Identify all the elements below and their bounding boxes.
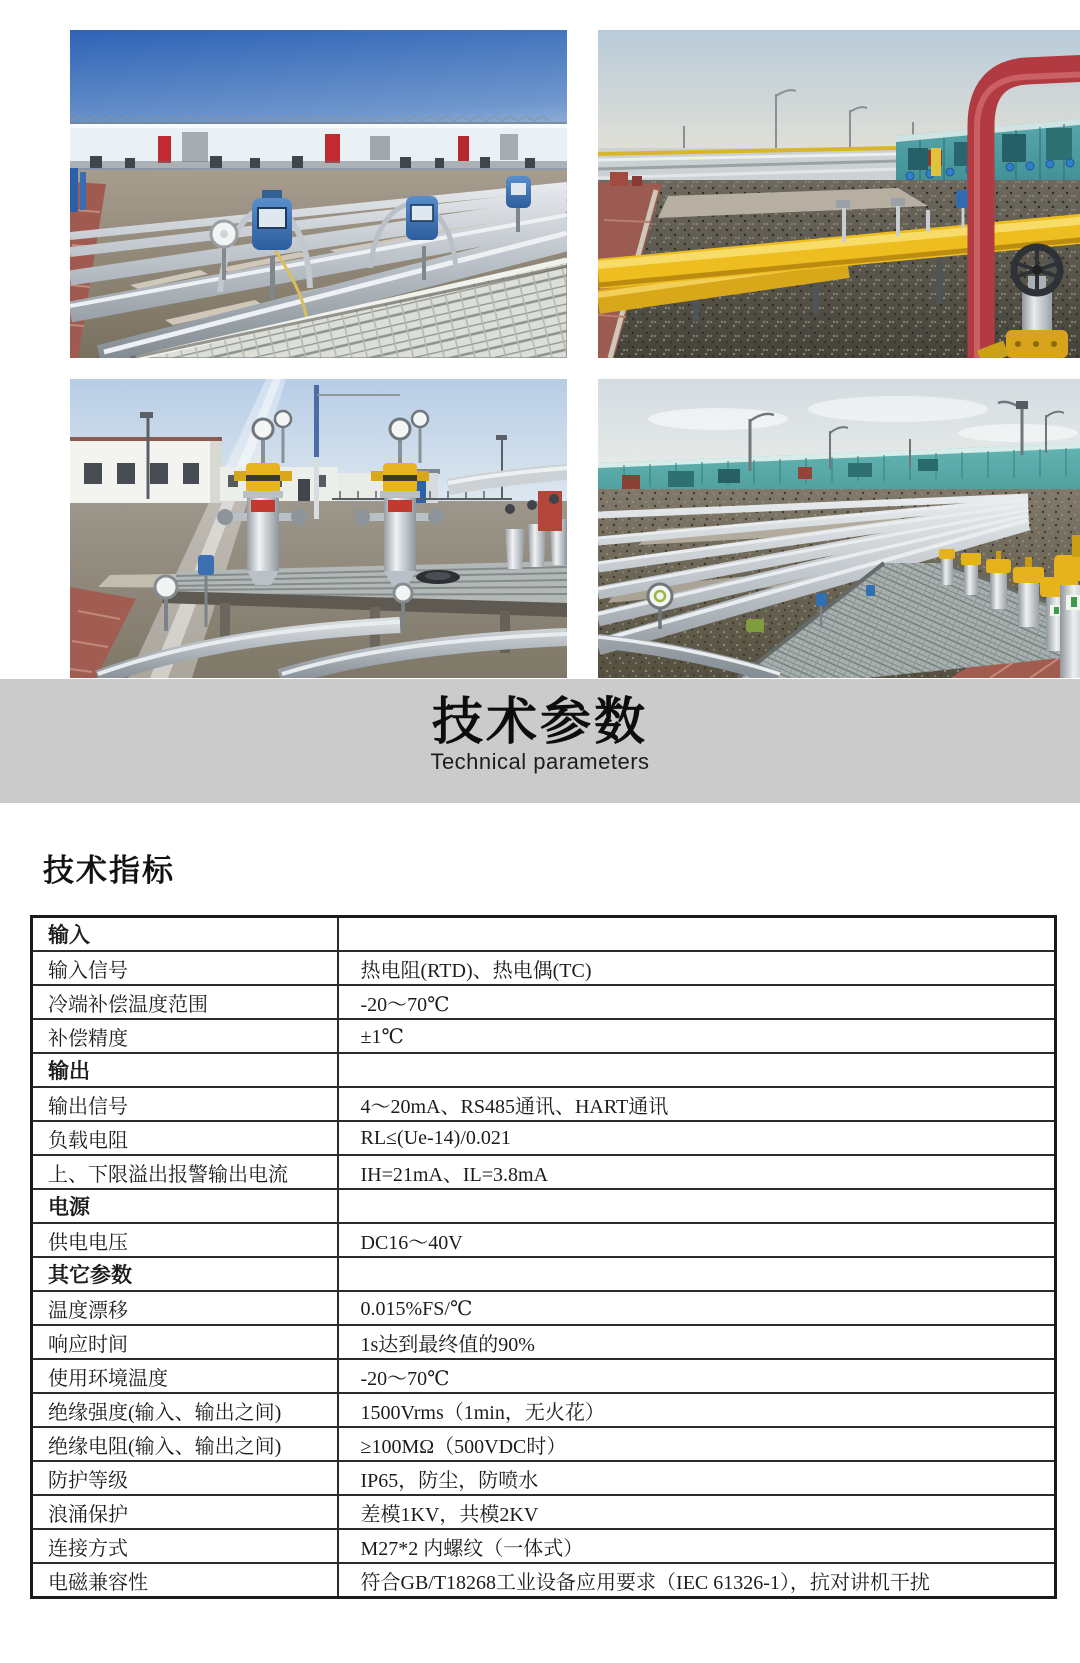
photo-wellhead-platform (70, 379, 567, 678)
spec-row (32, 1291, 1056, 1325)
spec-label-cell: 绝缘电阻(输入、输出之间) (32, 1427, 338, 1461)
spec-label-cell: 温度漂移 (32, 1291, 338, 1325)
spec-value-cell (338, 1189, 1056, 1223)
spec-value-cell: -20～70℃ (338, 1359, 1056, 1393)
spec-value-cell: -20～70℃ (338, 985, 1056, 1019)
photo-wellhead-row (598, 379, 1080, 678)
spec-section-heading: 技术指标 (43, 853, 175, 888)
spec-row (32, 1155, 1056, 1189)
photo-wellhead-row-art (598, 379, 1080, 678)
spec-value-cell: 1s达到最终值的90% (338, 1325, 1056, 1359)
spec-section-row (32, 917, 1056, 952)
spec-row (32, 1393, 1056, 1427)
spec-value-cell (338, 917, 1056, 952)
spec-row (32, 1359, 1056, 1393)
spec-label-cell: 使用环境温度 (32, 1359, 338, 1393)
spec-value-cell: ±1℃ (338, 1019, 1056, 1053)
spec-row (32, 1529, 1056, 1563)
spec-label-cell: 冷端补偿温度范围 (32, 985, 338, 1019)
spec-label-cell: 绝缘强度(输入、输出之间) (32, 1393, 338, 1427)
spec-row (32, 1427, 1056, 1461)
spec-table-body (32, 917, 1056, 1598)
spec-label-cell: 输出 (32, 1053, 338, 1087)
spec-value-cell: IH=21mA、IL=3.8mA (338, 1155, 1056, 1189)
spec-label-cell: 其它参数 (32, 1257, 338, 1291)
spec-row (32, 985, 1056, 1019)
spec-value-cell: 4～20mA、RS485通讯、HART通讯 (338, 1087, 1056, 1121)
spec-value-cell: 1500Vrms（1min，无火花） (338, 1393, 1056, 1427)
spec-label-cell: 电磁兼容性 (32, 1563, 338, 1598)
spec-value-cell: 差模1KV，共模2KV (338, 1495, 1056, 1529)
spec-row (32, 1019, 1056, 1053)
spec-row (32, 951, 1056, 985)
spec-row (32, 1461, 1056, 1495)
photo-transmitter-rows (70, 30, 567, 358)
banner-title: 技术参数 (431, 693, 648, 750)
spec-label-cell: 补偿精度 (32, 1019, 338, 1053)
spec-value-cell: RL≤(Ue-14)/0.021 (338, 1121, 1056, 1155)
spec-value-cell (338, 1053, 1056, 1087)
spec-table (30, 915, 1057, 1599)
banner-subtitle: Technical parameters (430, 749, 650, 774)
spec-label-cell: 防护等级 (32, 1461, 338, 1495)
spec-value-cell (338, 1257, 1056, 1291)
spec-section-row (32, 1189, 1056, 1223)
spec-label-cell: 供电电压 (32, 1223, 338, 1257)
spec-value-cell: 符合GB/T18268工业设备应用要求（IEC 61326-1），抗对讲机干扰 (338, 1563, 1056, 1598)
spec-section-row (32, 1053, 1056, 1087)
spec-label-cell: 输入信号 (32, 951, 338, 985)
spec-label-cell: 浪涌保护 (32, 1495, 338, 1529)
technical-parameters-banner (0, 679, 1080, 803)
spec-row (32, 1223, 1056, 1257)
spec-value-cell: IP65，防尘，防喷水 (338, 1461, 1056, 1495)
spec-label-cell: 响应时间 (32, 1325, 338, 1359)
spec-value-cell: 热电阻(RTD)、热电偶(TC) (338, 951, 1056, 985)
spec-label-cell: 上、下限溢出报警输出电流 (32, 1155, 338, 1189)
spec-value-cell: 0.015%FS/℃ (338, 1291, 1056, 1325)
spec-row (32, 1563, 1056, 1598)
spec-section-row (32, 1257, 1056, 1291)
spec-value-cell: ≥100MΩ（500VDC时） (338, 1427, 1056, 1461)
spec-row (32, 1495, 1056, 1529)
spec-label-cell: 输入 (32, 917, 338, 952)
spec-row (32, 1121, 1056, 1155)
photo-yellow-pipeline-art (598, 30, 1080, 358)
spec-label-cell: 电源 (32, 1189, 338, 1223)
spec-row (32, 1325, 1056, 1359)
spec-value-cell: M27*2 内螺纹（一体式） (338, 1529, 1056, 1563)
spec-value-cell: DC16～40V (338, 1223, 1056, 1257)
spec-row (32, 1087, 1056, 1121)
photo-yellow-pipeline (598, 30, 1080, 358)
photo-transmitter-rows-art (70, 30, 567, 358)
spec-label-cell: 连接方式 (32, 1529, 338, 1563)
photo-wellhead-platform-art (70, 379, 567, 678)
spec-label-cell: 输出信号 (32, 1087, 338, 1121)
spec-label-cell: 负载电阻 (32, 1121, 338, 1155)
